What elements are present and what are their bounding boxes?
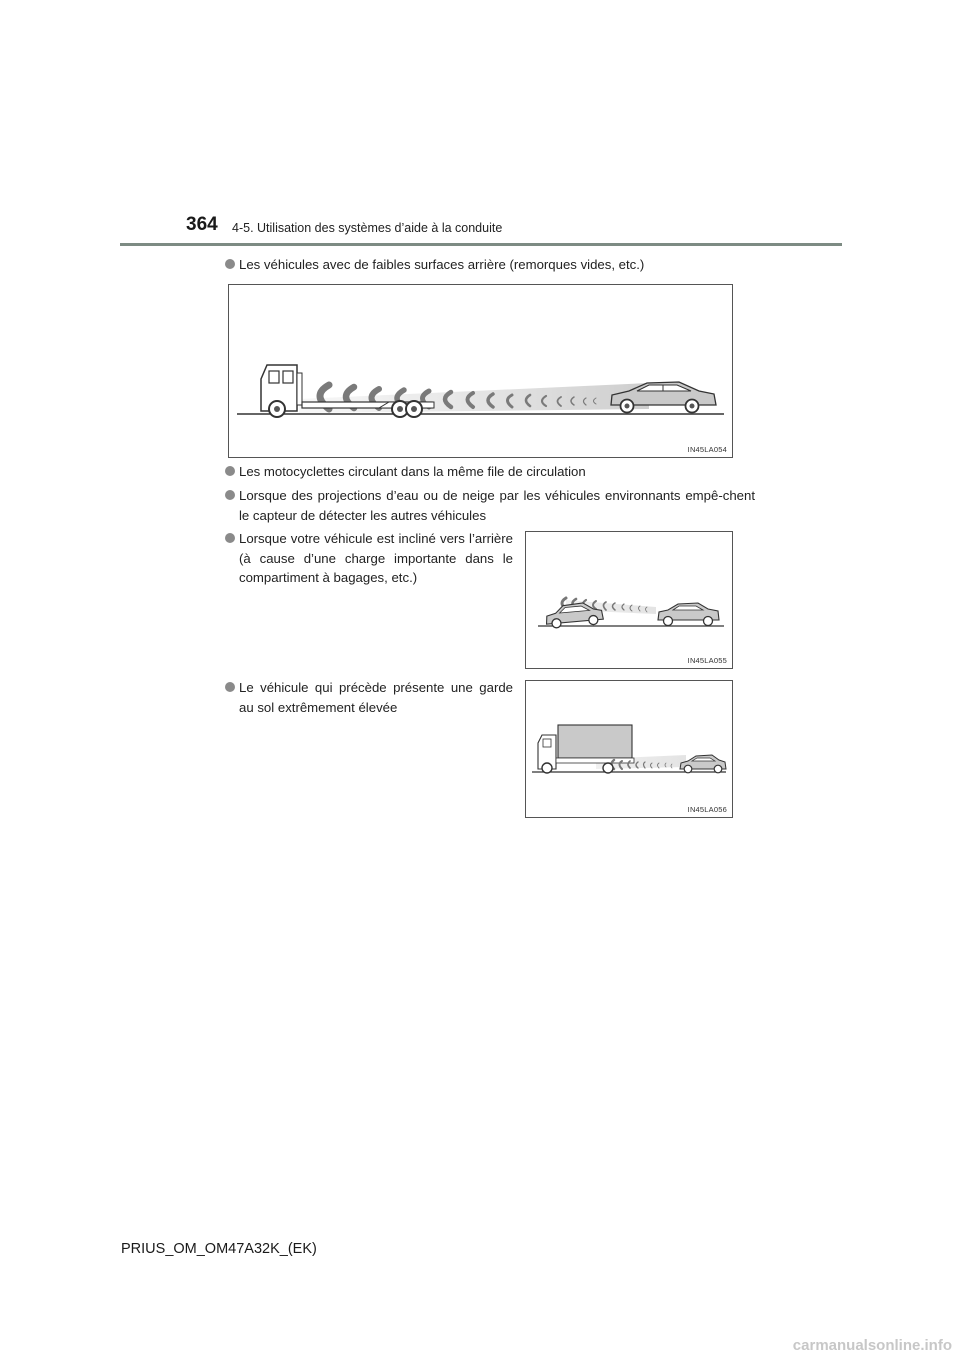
section-title: 4-5. Utilisation des systèmes d’aide à la conduite	[232, 221, 503, 235]
figure-code: IN45LA054	[687, 445, 727, 454]
header-rule	[120, 243, 842, 246]
bullet-item: Lorsque votre véhicule est incliné vers l’arrière (à cause d’une charge importante dans le compartiment à bagages, etc.)	[225, 529, 513, 588]
bullet-dot-icon	[225, 533, 235, 543]
trailer-truck-illustration	[229, 285, 732, 457]
bullet-dot-icon	[225, 682, 235, 692]
figure-code: IN45LA056	[687, 805, 727, 814]
bullet-item: Les véhicules avec de faibles surfaces arrière (remorques vides, etc.)	[225, 255, 745, 275]
figure-high-clearance	[525, 680, 733, 818]
tilted-vehicle-illustration	[526, 532, 732, 668]
bullet-item: Les motocyclettes circulant dans la même file de circulation	[225, 462, 745, 482]
figure-tilted-vehicle	[525, 531, 733, 669]
bullet-dot-icon	[225, 466, 235, 476]
figure-trailer	[228, 284, 733, 458]
watermark-logo[interactable]: carmanualsonline.info	[792, 1337, 952, 1354]
figure-code: IN45LA055	[687, 656, 727, 665]
bullet-dot-icon	[225, 490, 235, 500]
bullet-dot-icon	[225, 259, 235, 269]
footer-doc-code: PRIUS_OM_OM47A32K_(EK)	[121, 1241, 317, 1257]
bullet-item: Le véhicule qui précède présente une garde au sol extrêmement élevée	[225, 678, 513, 717]
page-number: 364	[186, 214, 218, 235]
high-clearance-truck-illustration	[526, 681, 732, 817]
bullet-item: Lorsque des projections d’eau ou de neige par les véhicules environnants empê-chent le capteur de détecter les autres véhicules	[225, 486, 755, 525]
